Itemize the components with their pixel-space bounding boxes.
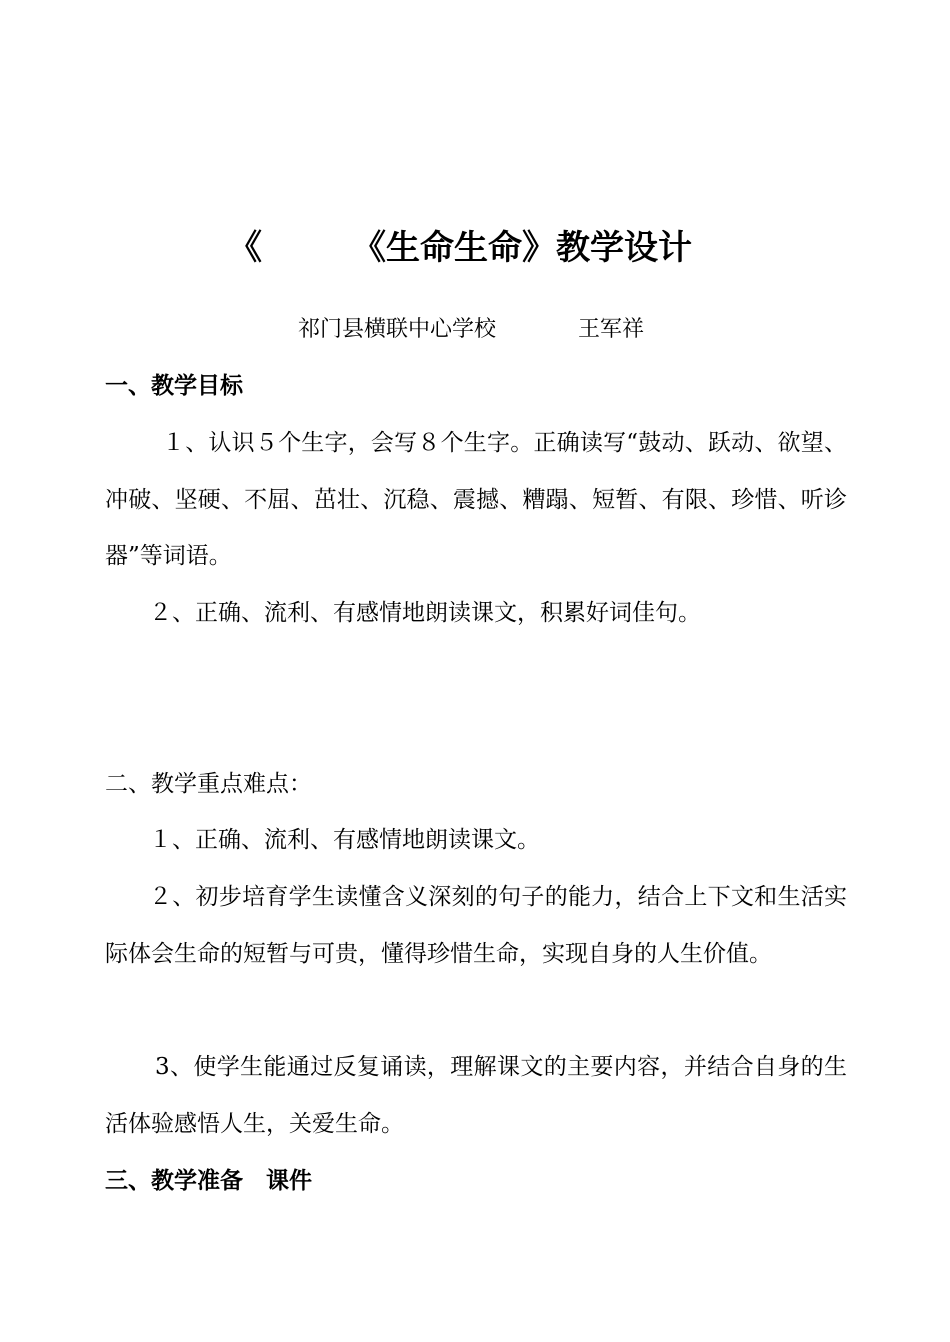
- author-school: 祁门县横联中心学校: [298, 317, 497, 342]
- section-heading-key-points: 二、教学重点难点：: [105, 771, 312, 797]
- document-title: [0, 222, 950, 274]
- section-heading-preparation: 三、教学准备 课件: [105, 1168, 312, 1194]
- key-point-item-2: ２、初步培育学生读懂含义深刻的句子的能力，结合上下文和生活实际体会生命的短暂与可贵，懂得珍惜生命，实现自身的人生价值。: [105, 884, 847, 967]
- objective-item-1: １、认识５个生字，会写８个生字。正确读写“鼓动、跃动、欲望、冲破、坚硬、不屈、茁壮、沉稳、震撼、糟蹋、短暂、有限、珍惜、听诊器”等词语。: [105, 430, 847, 569]
- title-bracket-mark: 《: [228, 228, 262, 268]
- title-text: 《生命生命》教学设计: [352, 228, 692, 268]
- key-point-item-3: 3、使学生能通过反复诵读，理解课文的主要内容，并结合自身的生活体验感悟人生，关爱生命。: [105, 1054, 847, 1137]
- author-name: 王军祥: [578, 317, 645, 342]
- key-point-item-1: １、正确、流利、有感情地朗读课文。: [149, 827, 540, 853]
- objective-item-2: ２、正确、流利、有感情地朗读课文，积累好词佳句。: [149, 600, 701, 626]
- section-heading-objectives: 一、教学目标: [105, 373, 243, 399]
